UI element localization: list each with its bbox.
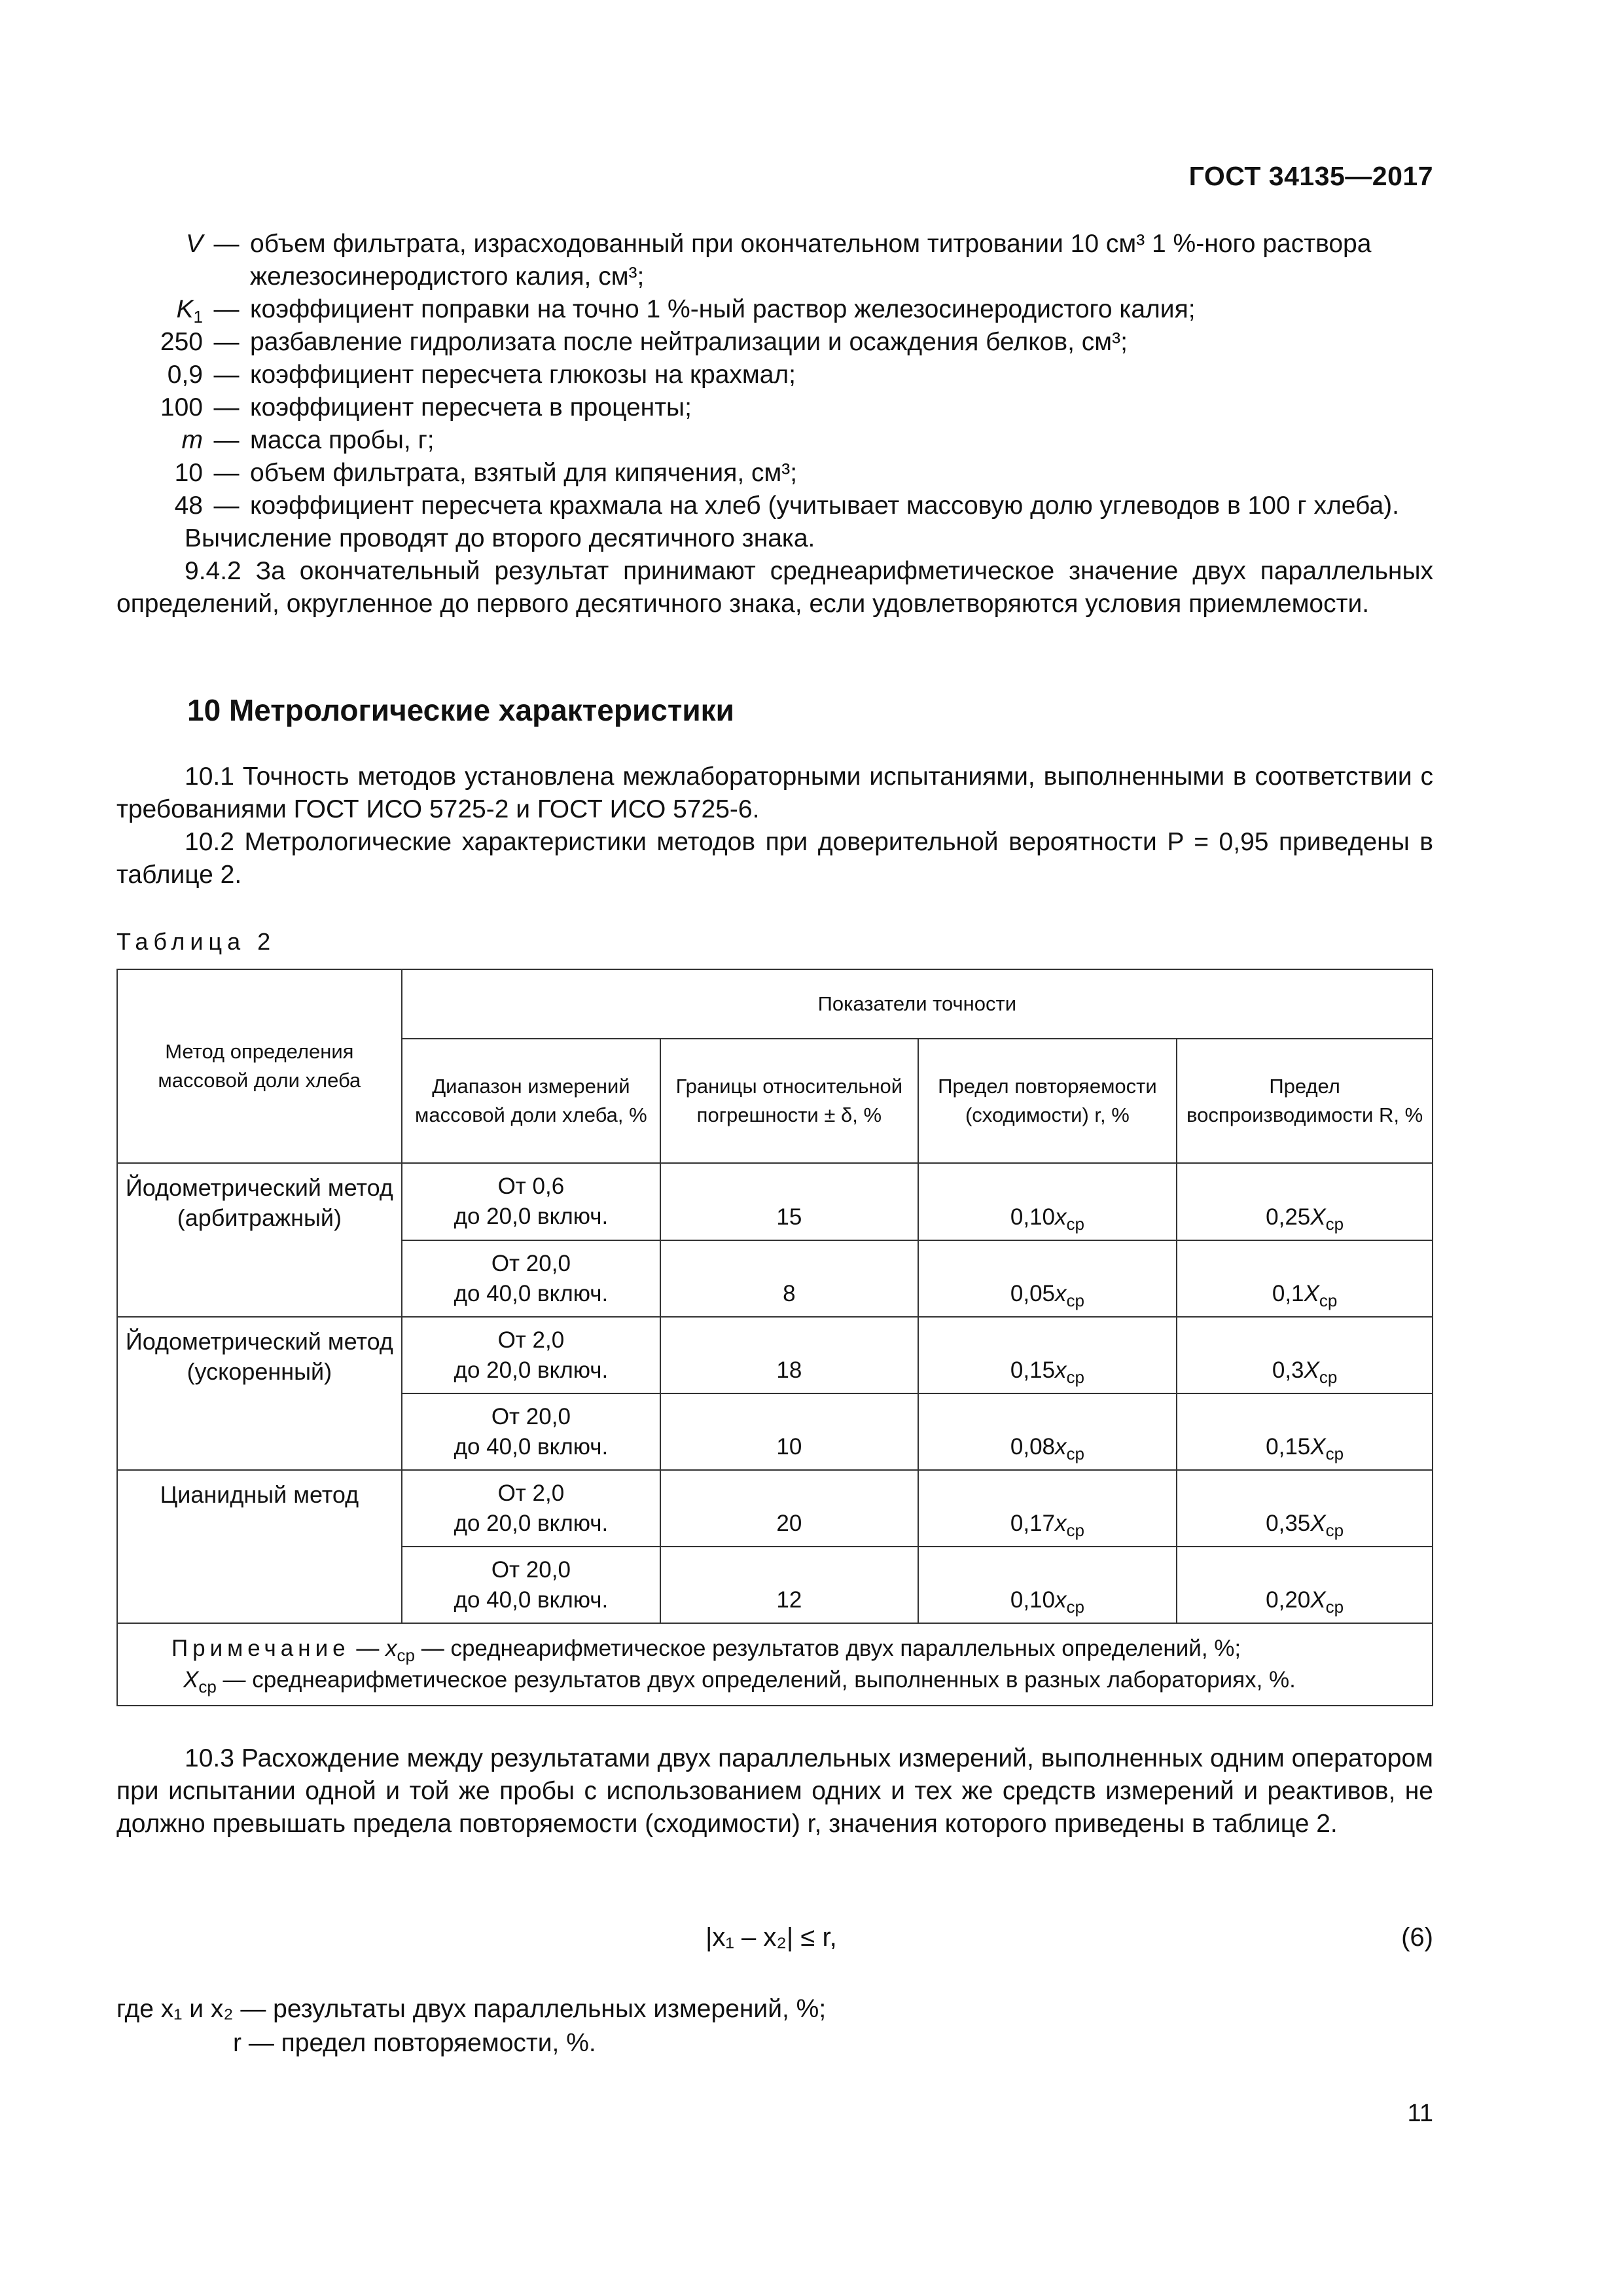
section-10-body <box>116 761 1433 891</box>
header-range: Диапазон измерений массовой доли хлеба, % <box>402 1039 660 1163</box>
where-line-1: где x₁ и x₂ — результаты двух параллельных измерений, %; <box>116 1995 827 2023</box>
variable-symbol: $K_1$ <box>176 295 203 327</box>
paragraph-10-2: 10.2 Метрологические характеристики методов при доверительной вероятности P = 0,95 приведены в таблице 2. <box>116 828 1433 889</box>
variable-description: объем фильтрата, взятый для кипячения, см³; <box>250 459 798 487</box>
repeatability-cell: $0,10x_{ср}$ <box>918 1163 1177 1240</box>
page-number: 11 <box>1407 2100 1433 2127</box>
dash: — <box>213 492 240 520</box>
variable-item <box>116 359 1433 391</box>
dash: — <box>213 328 240 356</box>
header-reproducibility: Предел воспроизводимости R, % <box>1177 1039 1433 1163</box>
variable-item <box>116 391 1433 424</box>
bounds-cell: 15 <box>660 1163 918 1240</box>
variable-description: коэффициент пересчета в проценты; <box>250 393 692 422</box>
dash: — <box>213 361 240 389</box>
variable-item <box>116 326 1433 359</box>
variable-description: коэффициент пересчета крахмала на хлеб (учитывает массовую долю углеводов в 100 г хлеба). <box>250 492 1399 520</box>
paragraph-10-3: 10.3 Расхождение между результатами двух параллельных измерений, выполненных одним оператором при испытании одной и той же пробы с использованием одних и тех же средств измерений и реактивов, не должно превышать предела повторяемости (сходимости) r, значения которого приведены в таблице 2. <box>116 1744 1433 1838</box>
dash: — <box>213 426 240 454</box>
variable-description: коэффициент пересчета глюкозы на крахмал; <box>250 361 796 389</box>
variable-symbol: 48 <box>174 492 203 520</box>
range-cell: От 2,0 до 20,0 включ. <box>402 1317 660 1393</box>
variable-item <box>116 293 1433 326</box>
variable-item <box>116 228 1433 293</box>
reproducibility-cell: $0,15X_{ср}$ <box>1177 1393 1433 1470</box>
dash: — <box>213 393 240 422</box>
table-row <box>117 1163 1433 1240</box>
table-note-row <box>117 1623 1433 1706</box>
range-cell: От 0,6 до 20,0 включ. <box>402 1163 660 1240</box>
paragraph-10-3-block <box>116 1742 1433 1840</box>
metrology-table <box>116 969 1433 1706</box>
range-cell: От 20,0 до 40,0 включ. <box>402 1240 660 1317</box>
variable-description: масса пробы, г; <box>250 426 435 454</box>
repeatability-cell: $0,08x_{ср}$ <box>918 1393 1177 1470</box>
table-row <box>117 1470 1433 1547</box>
header-accuracy-group: Показатели точности <box>402 969 1433 1039</box>
bounds-cell: 18 <box>660 1317 918 1393</box>
range-cell: От 20,0 до 40,0 включ. <box>402 1393 660 1470</box>
variable-symbol: 100 <box>160 393 203 422</box>
header-method: Метод определения массовой доли хлеба <box>117 969 402 1163</box>
table-row <box>117 1317 1433 1393</box>
reproducibility-cell: $0,1X_{ср}$ <box>1177 1240 1433 1317</box>
variable-symbol: 10 <box>174 459 203 487</box>
header-bounds: Границы относительной погрешности ± δ, % <box>660 1039 918 1163</box>
repeatability-cell: $0,17x_{ср}$ <box>918 1470 1177 1547</box>
variable-description: разбавление гидролизата после нейтрализации и осаждения белков, см³; <box>250 328 1128 356</box>
bounds-cell: 20 <box>660 1470 918 1547</box>
dash: — <box>213 295 240 323</box>
bounds-cell: 10 <box>660 1393 918 1470</box>
variable-description: коэффициент поправки на точно 1 %-ный раствор железосинеродистого калия; <box>250 295 1196 323</box>
reproducibility-cell: $0,3X_{ср}$ <box>1177 1317 1433 1393</box>
dash: — <box>213 459 240 487</box>
variable-item <box>116 424 1433 457</box>
formula-number: (6) <box>1401 1923 1433 1952</box>
variable-symbol: m <box>181 426 203 454</box>
paragraph-10-1: 10.1 Точность методов установлена межлабораторными испытаниями, выполненными в соответствии с требованиями ГОСТ ИСО 5725-2 и ГОСТ ИСО 5725-6. <box>116 762 1433 823</box>
formula: |x₁ – x₂| ≤ r, <box>705 1923 837 1952</box>
variable-item <box>116 490 1433 522</box>
section-title: 10 Метрологические характеристики <box>187 693 734 727</box>
reproducibility-cell: $0,25X_{ср}$ <box>1177 1163 1433 1240</box>
variable-symbol: V <box>185 230 203 258</box>
method-cell: Цианидный метод <box>117 1470 402 1623</box>
where-line-2: r — предел повторяемости, %. <box>233 2029 596 2057</box>
bounds-cell: 12 <box>660 1547 918 1623</box>
table-caption: Таблица 2 <box>116 928 276 955</box>
document-code: ГОСТ 34135—2017 <box>1188 161 1433 191</box>
range-cell: От 20,0 до 40,0 включ. <box>402 1547 660 1623</box>
paragraph-9-4-2: 9.4.2 За окончательный результат принимают среднеарифметическое значение двух параллельных определений, округленное до первого десятичного знака, если удовлетворяются условия приемлемости. <box>116 557 1433 618</box>
method-cell: Йодометрический метод (арбитражный) <box>117 1163 402 1317</box>
table-note: Примечание — $x_{ср}$ — среднеарифметическое результатов двух параллельных определений, %; $X_{ср}$ — среднеарифметическое результатов двух определений, выполненных в разных лабораториях, %. <box>117 1623 1433 1706</box>
variable-list <box>116 228 1433 522</box>
bounds-cell: 8 <box>660 1240 918 1317</box>
header-repeatability: Предел повторяемости (сходимости) r, % <box>918 1039 1177 1163</box>
variable-item <box>116 457 1433 490</box>
variable-symbol: 0,9 <box>167 361 203 389</box>
repeatability-cell: $0,15x_{ср}$ <box>918 1317 1177 1393</box>
reproducibility-cell: $0,20X_{ср}$ <box>1177 1547 1433 1623</box>
repeatability-cell: $0,10x_{ср}$ <box>918 1547 1177 1623</box>
page-content <box>116 228 1433 620</box>
range-cell: От 2,0 до 20,0 включ. <box>402 1470 660 1547</box>
method-cell: Йодометрический метод (ускоренный) <box>117 1317 402 1470</box>
dash: — <box>213 230 240 258</box>
repeatability-cell: $0,05x_{ср}$ <box>918 1240 1177 1317</box>
variable-description: объем фильтрата, израсходованный при окончательном титровании 10 см³ 1 %-ного раствора железосинеродистого калия, см³; <box>250 230 1372 291</box>
reproducibility-cell: $0,35X_{ср}$ <box>1177 1470 1433 1547</box>
variable-symbol: 250 <box>160 328 203 356</box>
where-list <box>116 1992 1433 2060</box>
calculation-note: Вычисление проводят до второго десятичного знака. <box>185 524 815 552</box>
